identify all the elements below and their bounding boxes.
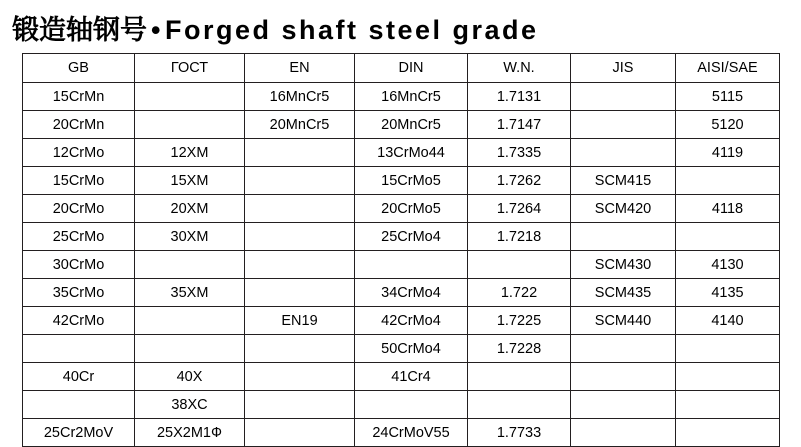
cell-wn: 1.7262 <box>468 167 571 195</box>
cell-jis <box>571 335 676 363</box>
cell-din: 50CrMo4 <box>355 335 468 363</box>
cell-en <box>245 363 355 391</box>
table-row <box>23 335 780 363</box>
cell-aisi-sae <box>676 223 780 251</box>
table-row <box>23 167 780 195</box>
cell-din: 20CrMo5 <box>355 195 468 223</box>
cell-wn: 1.7147 <box>468 111 571 139</box>
cell-wn: 1.7218 <box>468 223 571 251</box>
cell-en <box>245 195 355 223</box>
cell-gost: 30XM <box>135 223 245 251</box>
table-row <box>23 307 780 335</box>
table-row <box>23 111 780 139</box>
cell-wn <box>468 391 571 419</box>
cell-wn: 1.7131 <box>468 83 571 111</box>
column-header-aisi-sae: AISI/SAE <box>676 54 780 83</box>
cell-wn <box>468 251 571 279</box>
cell-gb: 42CrMo <box>23 307 135 335</box>
table-header-row <box>23 54 780 83</box>
cell-aisi-sae: 4135 <box>676 279 780 307</box>
cell-aisi-sae: 5120 <box>676 111 780 139</box>
cell-wn: 1.7733 <box>468 419 571 447</box>
cell-wn: 1.722 <box>468 279 571 307</box>
cell-jis <box>571 83 676 111</box>
page-title-chinese: 锻造轴钢号 <box>12 15 147 45</box>
cell-aisi-sae: 4118 <box>676 195 780 223</box>
cell-wn: 1.7264 <box>468 195 571 223</box>
cell-gb: 30CrMo <box>23 251 135 279</box>
cell-gb <box>23 391 135 419</box>
cell-aisi-sae: 5115 <box>676 83 780 111</box>
table-row <box>23 419 780 447</box>
cell-aisi-sae: 4130 <box>676 251 780 279</box>
cell-wn: 1.7225 <box>468 307 571 335</box>
cell-aisi-sae <box>676 363 780 391</box>
column-header-jis: JIS <box>571 54 676 83</box>
page-title-separator: • <box>151 15 161 45</box>
cell-en <box>245 139 355 167</box>
cell-gost <box>135 111 245 139</box>
cell-en <box>245 167 355 195</box>
cell-aisi-sae: 4140 <box>676 307 780 335</box>
table-row <box>23 391 780 419</box>
cell-jis <box>571 391 676 419</box>
cell-gost <box>135 83 245 111</box>
table-row <box>23 139 780 167</box>
cell-jis <box>571 419 676 447</box>
cell-gb: 20CrMo <box>23 195 135 223</box>
cell-gost: 38XC <box>135 391 245 419</box>
cell-aisi-sae <box>676 167 780 195</box>
cell-din: 41Cr4 <box>355 363 468 391</box>
cell-gb: 25CrMo <box>23 223 135 251</box>
cell-din <box>355 391 468 419</box>
table-row <box>23 83 780 111</box>
table-header <box>23 54 780 83</box>
cell-din: 13CrMo44 <box>355 139 468 167</box>
cell-din: 34CrMo4 <box>355 279 468 307</box>
cell-din: 24CrMoV55 <box>355 419 468 447</box>
column-header-gb: GB <box>23 54 135 83</box>
cell-en <box>245 251 355 279</box>
cell-din: 25CrMo4 <box>355 223 468 251</box>
cell-jis: SCM415 <box>571 167 676 195</box>
cell-en: 20MnCr5 <box>245 111 355 139</box>
cell-gost: 35XM <box>135 279 245 307</box>
steel-grade-table <box>22 53 780 447</box>
table-container <box>0 53 801 447</box>
cell-aisi-sae <box>676 419 780 447</box>
column-header-wn: W.N. <box>468 54 571 83</box>
column-header-din: DIN <box>355 54 468 83</box>
cell-gb <box>23 335 135 363</box>
cell-aisi-sae: 4119 <box>676 139 780 167</box>
table-row <box>23 223 780 251</box>
cell-gost: 12XM <box>135 139 245 167</box>
cell-en <box>245 335 355 363</box>
cell-jis <box>571 111 676 139</box>
cell-jis <box>571 139 676 167</box>
cell-din <box>355 251 468 279</box>
cell-gost: 20XM <box>135 195 245 223</box>
page-title-english: Forged shaft steel grade <box>164 15 539 45</box>
cell-wn <box>468 363 571 391</box>
cell-din: 42CrMo4 <box>355 307 468 335</box>
column-header-en: EN <box>245 54 355 83</box>
table-row <box>23 251 780 279</box>
cell-en <box>245 419 355 447</box>
cell-gb: 35CrMo <box>23 279 135 307</box>
cell-jis <box>571 223 676 251</box>
cell-gb: 40Cr <box>23 363 135 391</box>
table-row <box>23 279 780 307</box>
table-row <box>23 195 780 223</box>
cell-gb: 20CrMn <box>23 111 135 139</box>
cell-gb: 12CrMo <box>23 139 135 167</box>
cell-gost: 40X <box>135 363 245 391</box>
cell-jis: SCM420 <box>571 195 676 223</box>
table-row <box>23 363 780 391</box>
page-title <box>0 0 801 53</box>
cell-gb: 15CrMn <box>23 83 135 111</box>
cell-jis <box>571 363 676 391</box>
cell-gost: 15XM <box>135 167 245 195</box>
cell-en <box>245 223 355 251</box>
table-body <box>23 83 780 447</box>
cell-jis: SCM440 <box>571 307 676 335</box>
cell-gost <box>135 335 245 363</box>
cell-en: EN19 <box>245 307 355 335</box>
cell-wn: 1.7228 <box>468 335 571 363</box>
cell-en: 16MnCr5 <box>245 83 355 111</box>
cell-aisi-sae <box>676 335 780 363</box>
cell-wn: 1.7335 <box>468 139 571 167</box>
cell-jis: SCM435 <box>571 279 676 307</box>
cell-jis: SCM430 <box>571 251 676 279</box>
cell-gb: 25Cr2MoV <box>23 419 135 447</box>
cell-aisi-sae <box>676 391 780 419</box>
cell-en <box>245 279 355 307</box>
column-header-gost: ГОСТ <box>135 54 245 83</box>
cell-gost <box>135 307 245 335</box>
cell-gost: 25X2M1Ф <box>135 419 245 447</box>
cell-gost <box>135 251 245 279</box>
cell-gb: 15CrMo <box>23 167 135 195</box>
cell-en <box>245 391 355 419</box>
cell-din: 15CrMo5 <box>355 167 468 195</box>
cell-din: 20MnCr5 <box>355 111 468 139</box>
cell-din: 16MnCr5 <box>355 83 468 111</box>
